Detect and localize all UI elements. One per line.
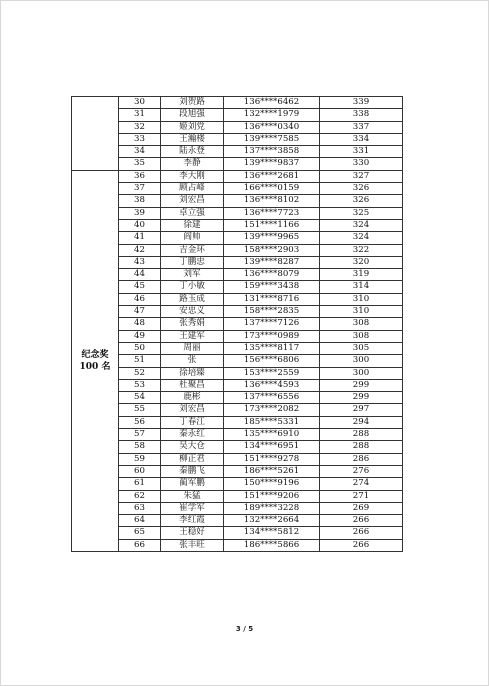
winner-name: 王稳好	[161, 527, 224, 539]
winner-name: 段旭强	[161, 109, 224, 121]
row-number: 65	[119, 527, 161, 539]
row-number: 55	[119, 404, 161, 416]
table-row	[72, 170, 403, 182]
row-number: 45	[119, 281, 161, 293]
phone-number: 136****0340	[224, 121, 320, 133]
table-row	[72, 379, 403, 391]
winner-name: 刘军	[161, 269, 224, 281]
table-row	[72, 256, 403, 268]
winner-name: 吴大仓	[161, 441, 224, 453]
winner-name: 柳正君	[161, 453, 224, 465]
row-number: 51	[119, 355, 161, 367]
score-value: 276	[320, 465, 403, 477]
table-row	[72, 330, 403, 342]
table-row	[72, 515, 403, 527]
row-number: 32	[119, 121, 161, 133]
winner-name: 徐建	[161, 219, 224, 231]
winner-name: 王瀚楼	[161, 133, 224, 145]
award-group-cell	[72, 170, 119, 551]
group-cell-previous	[72, 97, 119, 171]
winner-name: 吉金环	[161, 244, 224, 256]
phone-number: 136****8079	[224, 269, 320, 281]
table-row	[72, 367, 403, 379]
row-number: 63	[119, 502, 161, 514]
table-row	[72, 207, 403, 219]
score-value: 305	[320, 342, 403, 354]
phone-number: 173****0989	[224, 330, 320, 342]
table-row	[72, 441, 403, 453]
table-row	[72, 306, 403, 318]
row-number: 37	[119, 183, 161, 195]
row-number: 33	[119, 133, 161, 145]
phone-number: 158****2903	[224, 244, 320, 256]
score-value: 266	[320, 539, 403, 551]
score-value: 288	[320, 441, 403, 453]
table-row	[72, 429, 403, 441]
table-row	[72, 404, 403, 416]
winner-name: 刘贺路	[161, 97, 224, 109]
row-number: 50	[119, 342, 161, 354]
table-row	[72, 502, 403, 514]
score-value: 338	[320, 109, 403, 121]
table-row	[72, 97, 403, 109]
table-row	[72, 342, 403, 354]
table-row	[72, 195, 403, 207]
phone-number: 134****5812	[224, 527, 320, 539]
score-value: 322	[320, 244, 403, 256]
table-row	[72, 453, 403, 465]
row-number: 54	[119, 392, 161, 404]
table-row	[72, 158, 403, 170]
score-value: 339	[320, 97, 403, 109]
score-value: 288	[320, 429, 403, 441]
ranking-table	[71, 96, 403, 552]
winner-name: 阎帅	[161, 232, 224, 244]
table-row	[72, 183, 403, 195]
row-number: 48	[119, 318, 161, 330]
phone-number: 150****9196	[224, 478, 320, 490]
phone-number: 151****1166	[224, 219, 320, 231]
row-number: 36	[119, 170, 161, 182]
phone-number: 153****2559	[224, 367, 320, 379]
row-number: 64	[119, 515, 161, 527]
phone-number: 156****6806	[224, 355, 320, 367]
table-row	[72, 478, 403, 490]
table-row	[72, 133, 403, 145]
row-number: 52	[119, 367, 161, 379]
row-number: 57	[119, 429, 161, 441]
table-row	[72, 527, 403, 539]
winner-name: 李红霞	[161, 515, 224, 527]
score-value: 266	[320, 515, 403, 527]
score-value: 294	[320, 416, 403, 428]
phone-number: 135****6910	[224, 429, 320, 441]
row-number: 35	[119, 158, 161, 170]
phone-number: 131****8716	[224, 293, 320, 305]
page-number: 3 / 5	[235, 625, 254, 633]
row-number: 53	[119, 379, 161, 391]
row-number: 49	[119, 330, 161, 342]
winner-name: 秦永红	[161, 429, 224, 441]
row-number: 46	[119, 293, 161, 305]
winner-name: 丁小敏	[161, 281, 224, 293]
score-value: 269	[320, 502, 403, 514]
phone-number: 132****1979	[224, 109, 320, 121]
table-row	[72, 281, 403, 293]
phone-number: 173****2082	[224, 404, 320, 416]
winner-name: 秦鹏飞	[161, 465, 224, 477]
ranking-table-body	[72, 97, 403, 552]
table-row	[72, 392, 403, 404]
table-row	[72, 232, 403, 244]
phone-number: 158****2835	[224, 306, 320, 318]
phone-number: 132****2664	[224, 515, 320, 527]
phone-number: 136****8102	[224, 195, 320, 207]
phone-number: 159****3438	[224, 281, 320, 293]
score-value: 266	[320, 527, 403, 539]
winner-name: 丁春江	[161, 416, 224, 428]
table-row	[72, 244, 403, 256]
winner-name: 顾占峰	[161, 183, 224, 195]
table-row	[72, 355, 403, 367]
winner-name: 陆永登	[161, 146, 224, 158]
phone-number: 139****9837	[224, 158, 320, 170]
score-value: 310	[320, 306, 403, 318]
row-number: 56	[119, 416, 161, 428]
winner-name: 李大刚	[161, 170, 224, 182]
row-number: 34	[119, 146, 161, 158]
winner-name: 王建军	[161, 330, 224, 342]
score-value: 324	[320, 219, 403, 231]
table-row	[72, 109, 403, 121]
winner-name: 崔学军	[161, 502, 224, 514]
row-number: 47	[119, 306, 161, 318]
phone-number: 139****8287	[224, 256, 320, 268]
score-value: 299	[320, 392, 403, 404]
score-value: 274	[320, 478, 403, 490]
row-number: 41	[119, 232, 161, 244]
phone-number: 135****8117	[224, 342, 320, 354]
row-number: 60	[119, 465, 161, 477]
table-row	[72, 269, 403, 281]
winner-name: 徐培臻	[161, 367, 224, 379]
score-value: 300	[320, 367, 403, 379]
award-count: 100 名	[79, 361, 111, 372]
winner-name: 李静	[161, 158, 224, 170]
winner-name: 刘宏昌	[161, 195, 224, 207]
row-number: 44	[119, 269, 161, 281]
phone-number: 134****6951	[224, 441, 320, 453]
table-row	[72, 490, 403, 502]
row-number: 43	[119, 256, 161, 268]
winner-name: 鹿彬	[161, 392, 224, 404]
row-number: 38	[119, 195, 161, 207]
score-value: 320	[320, 256, 403, 268]
phone-number: 139****7585	[224, 133, 320, 145]
score-value: 325	[320, 207, 403, 219]
table-row	[72, 293, 403, 305]
phone-number: 137****7126	[224, 318, 320, 330]
score-value: 334	[320, 133, 403, 145]
winner-name: 张丰旺	[161, 539, 224, 551]
winner-name: 姬刘党	[161, 121, 224, 133]
phone-number: 136****6462	[224, 97, 320, 109]
winner-name: 周丽	[161, 342, 224, 354]
table-row	[72, 465, 403, 477]
winner-name: 朱猛	[161, 490, 224, 502]
row-number: 30	[119, 97, 161, 109]
row-number: 40	[119, 219, 161, 231]
phone-number: 139****9965	[224, 232, 320, 244]
winner-name: 张	[161, 355, 224, 367]
winner-name: 丁鹏忠	[161, 256, 224, 268]
winner-name: 杜聚昌	[161, 379, 224, 391]
score-value: 271	[320, 490, 403, 502]
score-value: 331	[320, 146, 403, 158]
score-value: 330	[320, 158, 403, 170]
row-number: 42	[119, 244, 161, 256]
score-value: 308	[320, 330, 403, 342]
phone-number: 186****5261	[224, 465, 320, 477]
score-value: 337	[320, 121, 403, 133]
row-number: 39	[119, 207, 161, 219]
row-number: 61	[119, 478, 161, 490]
score-value: 308	[320, 318, 403, 330]
phone-number: 136****4593	[224, 379, 320, 391]
score-value: 286	[320, 453, 403, 465]
row-number: 62	[119, 490, 161, 502]
score-value: 319	[320, 269, 403, 281]
phone-number: 166****0159	[224, 183, 320, 195]
phone-number: 137****6556	[224, 392, 320, 404]
score-value: 324	[320, 232, 403, 244]
winner-name: 卓立强	[161, 207, 224, 219]
score-value: 297	[320, 404, 403, 416]
row-number: 59	[119, 453, 161, 465]
row-number: 31	[119, 109, 161, 121]
score-value: 300	[320, 355, 403, 367]
winner-name: 蔺军鹏	[161, 478, 224, 490]
phone-number: 137****3858	[224, 146, 320, 158]
phone-number: 186****5866	[224, 539, 320, 551]
score-value: 326	[320, 183, 403, 195]
phone-number: 136****7723	[224, 207, 320, 219]
winner-name: 路玉成	[161, 293, 224, 305]
table-row	[72, 146, 403, 158]
table-row	[72, 416, 403, 428]
winner-name: 安忠义	[161, 306, 224, 318]
row-number: 58	[119, 441, 161, 453]
score-value: 299	[320, 379, 403, 391]
table-row	[72, 219, 403, 231]
phone-number: 151****9206	[224, 490, 320, 502]
table-row	[72, 121, 403, 133]
award-title: 纪念奖	[81, 349, 109, 360]
phone-number: 151****9278	[224, 453, 320, 465]
phone-number: 185****5331	[224, 416, 320, 428]
phone-number: 136****2681	[224, 170, 320, 182]
winner-name: 张秀娟	[161, 318, 224, 330]
row-number: 66	[119, 539, 161, 551]
score-value: 310	[320, 293, 403, 305]
score-value: 314	[320, 281, 403, 293]
table-row	[72, 539, 403, 551]
phone-number: 189****3228	[224, 502, 320, 514]
score-value: 326	[320, 195, 403, 207]
score-value: 327	[320, 170, 403, 182]
winner-name: 刘宏昌	[161, 404, 224, 416]
table-row	[72, 318, 403, 330]
